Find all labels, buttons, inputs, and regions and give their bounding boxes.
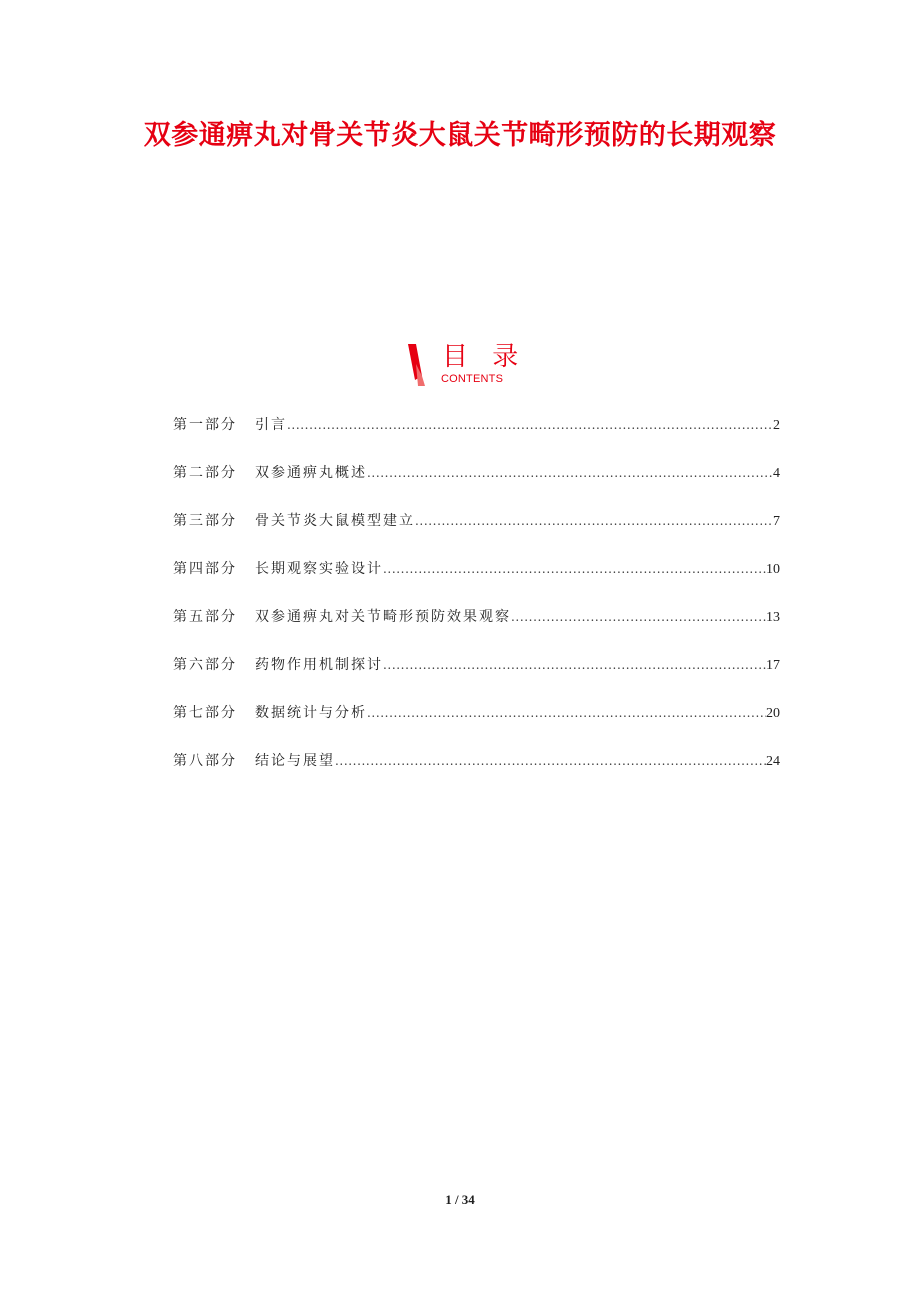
toc-entry-page: 10	[766, 562, 780, 577]
toc-entry-part: 第六部分	[173, 657, 237, 673]
toc-list	[173, 410, 780, 794]
toc-entry[interactable]	[173, 650, 780, 698]
toc-dot-leader	[367, 698, 766, 728]
toc-dot-leader	[383, 650, 766, 680]
toc-entry-page: 7	[773, 514, 780, 529]
toc-dot-leader	[383, 554, 766, 584]
toc-mark-icon	[406, 344, 434, 386]
toc-subheading: CONTENTS	[441, 373, 504, 385]
document-title: 双参通痹丸对骨关节炎大鼠关节畸形预防的长期观察	[143, 120, 777, 151]
toc-entry[interactable]	[173, 746, 780, 794]
toc-entry-name: 数据统计与分析	[255, 705, 367, 721]
toc-entry-page: 13	[766, 610, 780, 625]
toc-entry-page: 4	[773, 466, 780, 481]
toc-heading: 目 录	[442, 342, 527, 372]
toc-mark-bar-light	[416, 364, 425, 386]
toc-entry-part: 第四部分	[173, 561, 237, 577]
toc-dot-leader	[287, 410, 773, 440]
toc-entry-part: 第七部分	[173, 705, 237, 721]
toc-entry-part: 第二部分	[173, 465, 237, 481]
toc-dot-leader	[335, 746, 766, 776]
toc-entry-part: 第三部分	[173, 513, 237, 529]
page-indicator: 1 / 34	[445, 1192, 475, 1207]
toc-entry-name: 双参通痹丸对关节畸形预防效果观察	[255, 609, 511, 625]
toc-entry-part: 第五部分	[173, 609, 237, 625]
toc-dot-leader	[511, 602, 766, 632]
toc-entry[interactable]	[173, 458, 780, 506]
toc-entry-name: 骨关节炎大鼠模型建立	[255, 513, 415, 529]
toc-entry[interactable]	[173, 554, 780, 602]
toc-entry-part: 第一部分	[173, 417, 237, 433]
toc-entry-part: 第八部分	[173, 753, 237, 769]
toc-entry-name: 长期观察实验设计	[255, 561, 383, 577]
toc-dot-leader	[367, 458, 773, 488]
toc-entry-name: 双参通痹丸概述	[255, 465, 367, 481]
toc-entry[interactable]	[173, 698, 780, 746]
toc-entry-name: 结论与展望	[255, 753, 335, 769]
toc-header	[406, 344, 526, 388]
toc-entry[interactable]	[173, 602, 780, 650]
toc-entry-name: 药物作用机制探讨	[255, 657, 383, 673]
toc-entry-page: 2	[773, 418, 780, 433]
toc-entry-page: 20	[766, 706, 780, 721]
toc-entry-name: 引言	[255, 417, 287, 433]
toc-entry[interactable]	[173, 410, 780, 458]
toc-entry[interactable]	[173, 506, 780, 554]
toc-entry-page: 17	[766, 658, 780, 673]
toc-dot-leader	[415, 506, 773, 536]
toc-entry-page: 24	[766, 754, 780, 769]
